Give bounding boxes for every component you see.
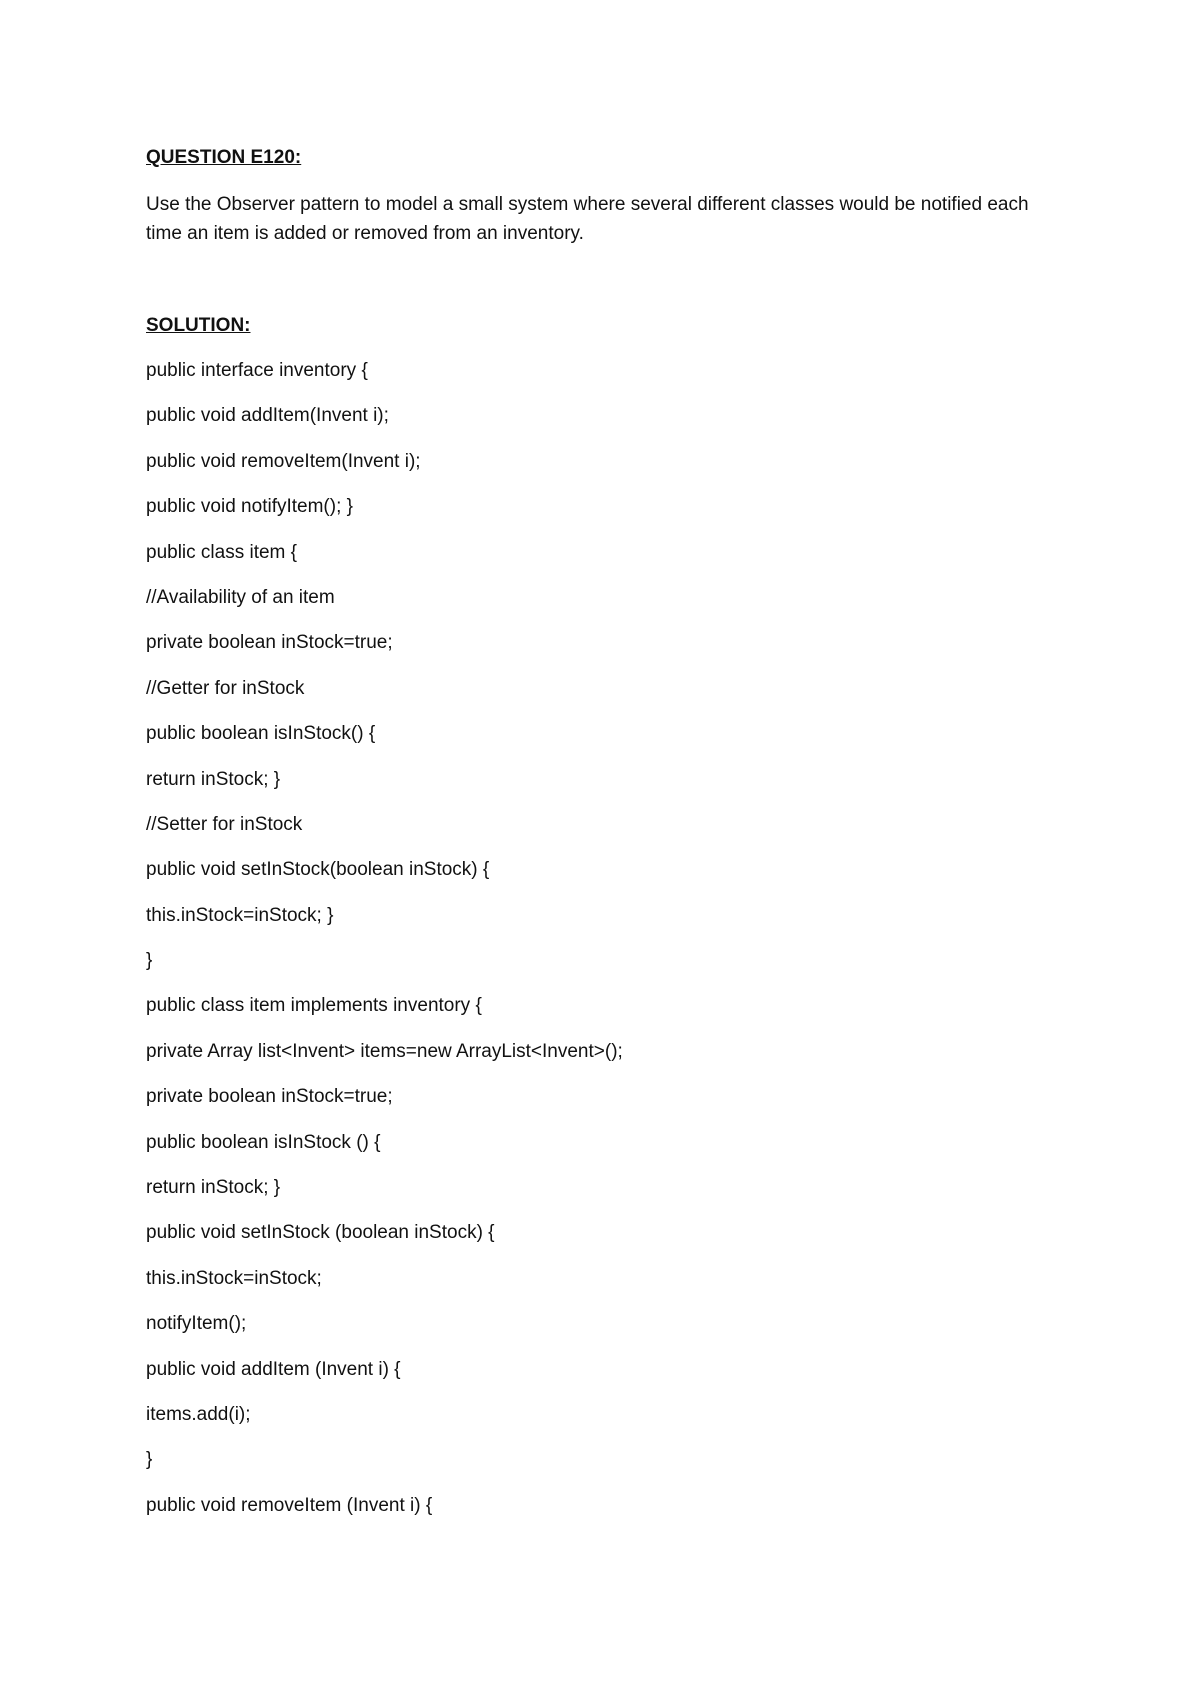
code-line: public void setInStock(boolean inStock) { bbox=[146, 859, 490, 881]
code-line: public class item { bbox=[146, 541, 298, 563]
code-line: public class item implements inventory { bbox=[146, 995, 482, 1017]
code-line: private Array list<Invent> items=new ArrayList<Invent>(); bbox=[146, 1040, 623, 1062]
document-content bbox=[146, 146, 1066, 1539]
code-line: public interface inventory { bbox=[146, 360, 368, 381]
code-line: public void notifyItem(); } bbox=[146, 496, 353, 518]
code-line: notifyItem(); bbox=[146, 1313, 247, 1335]
code-line: this.inStock=inStock; } bbox=[146, 904, 334, 926]
code-line: //Getter for inStock bbox=[146, 677, 305, 699]
code-line: public void setInStock (boolean inStock) { bbox=[146, 1222, 495, 1244]
code-line: public void addItem(Invent i); bbox=[146, 405, 389, 427]
solution-heading: SOLUTION: bbox=[146, 315, 251, 336]
code-line: items.add(i); bbox=[146, 1403, 251, 1425]
code-line: public boolean isInStock () { bbox=[146, 1131, 381, 1153]
question-text: Use the Observer pattern to model a small system where several different classes would be notified each time an item is added or removed from an inventory. bbox=[146, 194, 1029, 244]
code-line: //Availability of an item bbox=[146, 586, 335, 608]
code-line: return inStock; } bbox=[146, 1177, 281, 1199]
solution-code bbox=[146, 359, 1066, 1518]
code-line: } bbox=[146, 1449, 153, 1471]
code-line: //Setter for inStock bbox=[146, 813, 303, 835]
code-line: public void removeItem (Invent i) { bbox=[146, 1494, 433, 1516]
code-line: public void removeItem(Invent i); bbox=[146, 450, 421, 472]
code-line: public void addItem (Invent i) { bbox=[146, 1358, 401, 1380]
question-heading: QUESTION E120: bbox=[146, 147, 302, 168]
code-line: return inStock; } bbox=[146, 768, 281, 790]
code-line: public boolean isInStock() { bbox=[146, 723, 376, 745]
code-line: this.inStock=inStock; bbox=[146, 1267, 322, 1289]
code-line: private boolean inStock=true; bbox=[146, 632, 393, 654]
code-line: private boolean inStock=true; bbox=[146, 1086, 393, 1108]
code-line: } bbox=[146, 950, 153, 972]
